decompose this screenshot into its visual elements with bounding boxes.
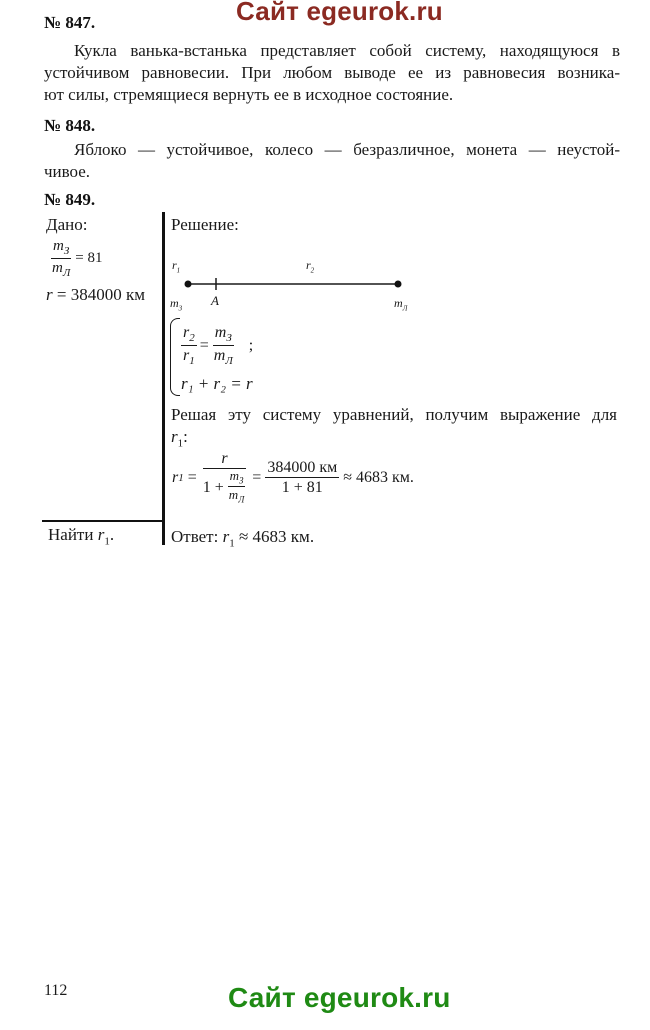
page-number: 112 — [44, 982, 68, 999]
problem-847-number: № 847. — [44, 13, 96, 32]
system-equation-1: $\frac{r_2}{r_1}$ = $\frac{m_З}{m_Л}$ ; — [183, 324, 254, 368]
solution-text-line-1: Решая эту систему уравнений, получим выражение для — [171, 405, 617, 424]
diagram-label-mz: $m_З$ — [170, 296, 183, 313]
solution-label: Решение: — [171, 215, 239, 234]
diagram-label-r1: $r_1$ — [172, 258, 181, 275]
find-label: Найти $r_1$. — [48, 525, 115, 548]
table-divider-horizontal — [42, 520, 164, 522]
problem-847-line-3: ют силы, стремящиеся вернуть ее в исходное состояние. — [44, 85, 454, 104]
given-mass-ratio: $\frac{m_З}{m_Л}$ = 81 — [52, 238, 103, 279]
watermark-bottom: Сайт egeurok.ru — [228, 982, 451, 1013]
system-equation-2: r₁ + r₂ = r — [181, 374, 253, 393]
result-formula: r 1 = r 1 + $\frac{m_З}{m_Л}$ = $\frac{384000 км}{1 + 81}$ ≈ 4683 км. — [172, 450, 414, 505]
problem-847-line-2: устойчивом равновесии. При любом выводе ее из равновесия возника- — [44, 63, 620, 82]
diagram-label-ml: $m_Л$ — [394, 296, 408, 313]
problem-848-number: № 848. — [44, 116, 96, 135]
table-divider-vertical — [162, 212, 165, 545]
given-label: Дано: — [46, 215, 88, 234]
given-distance: r = 384000 км — [46, 285, 145, 304]
problem-848-line-2: чивое. — [44, 162, 91, 181]
system-brace — [170, 318, 180, 396]
diagram-label-r2: $r_2$ — [306, 258, 315, 275]
moon-point — [395, 281, 402, 288]
solution-text-line-2: $r_1$: — [171, 427, 188, 450]
answer: Ответ: $r_1 \approx 4683$ км. — [171, 527, 315, 550]
problem-849-number: № 849. — [44, 190, 96, 209]
earth-point — [185, 281, 192, 288]
problem-848-line-1: Яблоко — устойчивое, колесо — безразличное, монета — неустой- — [74, 140, 620, 159]
diagram-label-a: A — [211, 293, 219, 308]
watermark-top: Сайт egeurok.ru — [236, 0, 443, 26]
distance-diagram — [168, 252, 418, 312]
problem-847-line-1: Кукла ванька-встанька представляет собой систему, находящуюся в — [74, 41, 620, 60]
